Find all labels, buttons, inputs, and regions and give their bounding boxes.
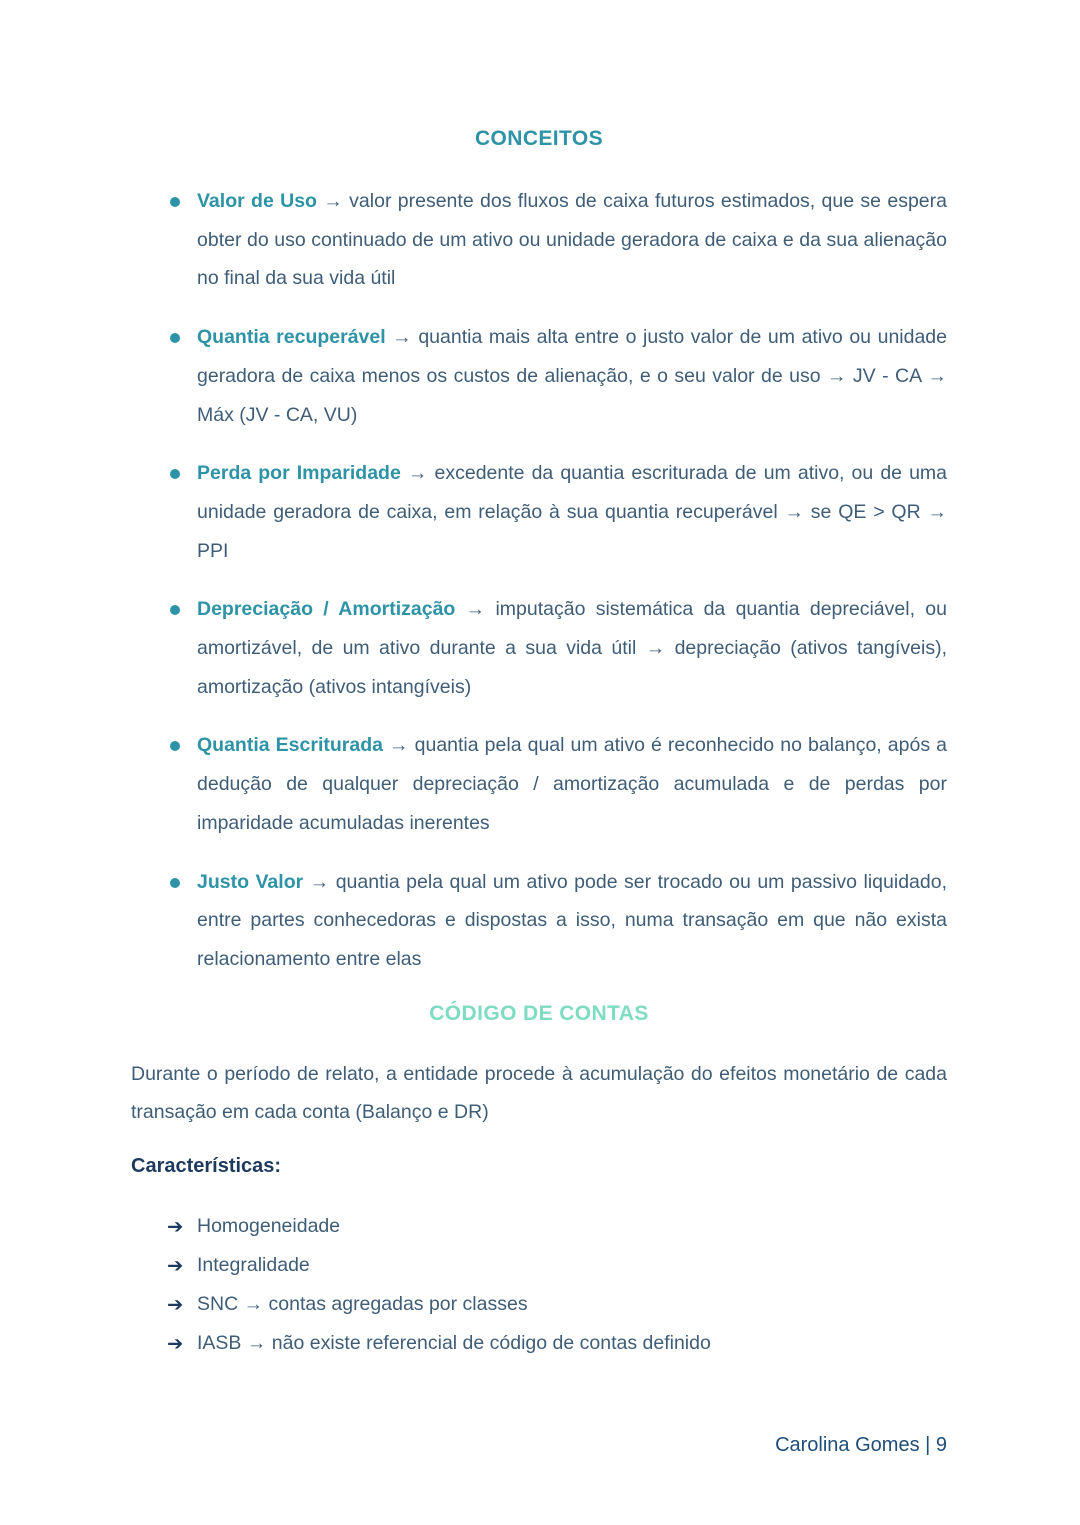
page-title-conceitos: CONCEITOS xyxy=(474,127,604,150)
concept-definition: excedente da quantia escriturada de um ativo, ou de uma unidade geradora de caixa, em relação à sua quantia recuperável → se QE > QR → PPI xyxy=(197,462,948,562)
concept-definition: quantia pela qual um ativo é reconhecido no balanço, após a dedução de qualquer depreciação / amortização acumulada e de perdas por imparidade acumuladas inerentes xyxy=(197,734,947,834)
concept-term: Depreciação / Amortização xyxy=(197,598,456,621)
concept-list xyxy=(131,182,947,979)
concept-item xyxy=(131,182,947,298)
feature-list xyxy=(131,1207,947,1363)
bullet-dot-icon xyxy=(170,197,180,207)
bullet-dot-icon xyxy=(170,741,180,751)
section-heading-codigo-de-contas: CÓDIGO DE CONTAS xyxy=(429,1001,649,1025)
feature-item xyxy=(131,1285,947,1324)
right-arrow-icon: → xyxy=(323,190,343,212)
subheading-caracteristicas: Características: xyxy=(131,1155,282,1178)
feature-item-label: Integralidade xyxy=(197,1254,310,1277)
concept-item xyxy=(131,863,947,979)
feature-item-label: IASB → não existe referencial de código de contas definido xyxy=(197,1332,711,1355)
bullet-dot-icon xyxy=(170,605,180,615)
concept-definition: imputação sistemática da quantia depreciável, ou amortizável, de um ativo durante a sua vida útil → depreciação (ativos tangíveis), amortização (ativos intangíveis) xyxy=(197,598,947,698)
body-paragraph: Durante o período de relato, a entidade procede à acumulação do efeitos monetário de cada transação em cada conta (Balanço e DR) xyxy=(131,1062,947,1124)
concept-item xyxy=(131,454,947,570)
arrow-bullet-icon: ➔ xyxy=(167,1293,184,1317)
feature-item-label: SNC → contas agregadas por classes xyxy=(197,1293,528,1316)
bullet-dot-icon xyxy=(170,469,180,479)
concept-term: Quantia recuperável xyxy=(197,326,386,349)
concept-item xyxy=(131,318,947,434)
concept-term: Perda por Imparidade xyxy=(197,462,401,485)
concept-definition: quantia mais alta entre o justo valor de um ativo ou unidade geradora de caixa menos os custos de alienação, e o seu valor de uso → JV - CA → Máx (JV - CA, VU) xyxy=(197,326,947,426)
concept-definition: valor presente dos fluxos de caixa futuros estimados, que se espera obter do uso continuado de um ativo ou unidade geradora de caixa e da sua alienação no final da sua vida útil xyxy=(197,190,947,290)
right-arrow-icon: → xyxy=(389,734,409,757)
arrow-bullet-icon: ➔ xyxy=(167,1254,184,1278)
right-arrow-icon: → xyxy=(407,462,428,485)
page-footer: Carolina Gomes | 9 xyxy=(775,1434,947,1456)
right-arrow-icon: → xyxy=(465,598,486,621)
concept-term: Quantia Escriturada xyxy=(197,734,383,757)
feature-item-label: Homogeneidade xyxy=(197,1215,341,1238)
bullet-dot-icon xyxy=(170,333,180,343)
feature-item xyxy=(131,1246,947,1285)
concept-item xyxy=(131,590,947,706)
bullet-dot-icon xyxy=(170,878,180,888)
concept-item xyxy=(131,726,947,842)
concept-term: Valor de Uso xyxy=(197,190,317,212)
feature-item xyxy=(131,1207,947,1246)
concept-definition: quantia pela qual um ativo pode ser trocado ou um passivo liquidado, entre partes conhecedoras e dispostas a isso, numa transação em que não exista relacionamento entre elas xyxy=(197,870,947,970)
feature-item xyxy=(131,1324,947,1363)
arrow-bullet-icon: ➔ xyxy=(167,1332,184,1356)
right-arrow-icon: → xyxy=(309,870,330,893)
concept-term: Justo Valor xyxy=(197,870,304,893)
right-arrow-icon: → xyxy=(392,326,412,349)
arrow-bullet-icon: ➔ xyxy=(167,1215,184,1239)
